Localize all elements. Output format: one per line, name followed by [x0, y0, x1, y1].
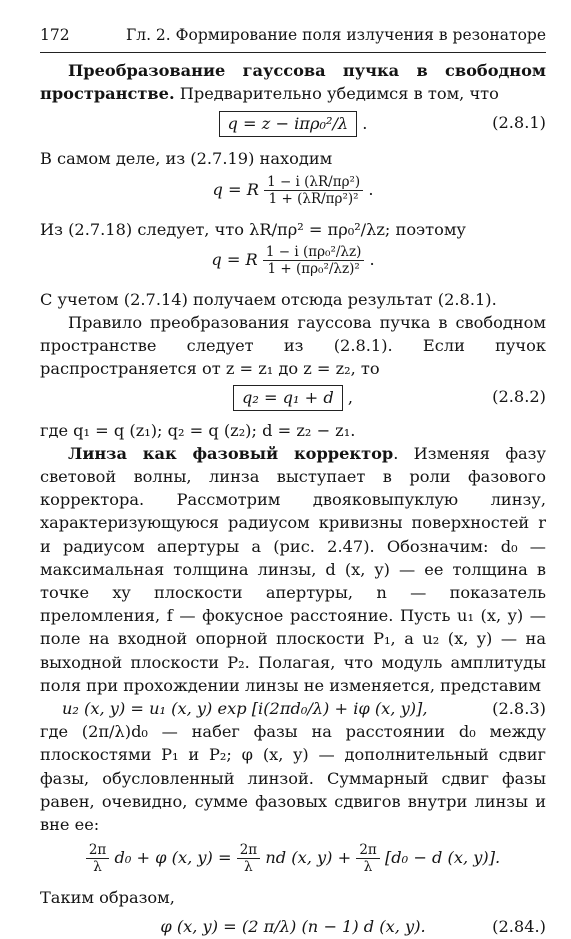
fraction-numerator: 1 − i (λR/πρ²) [264, 174, 363, 191]
fraction [86, 842, 109, 875]
equation-number: (2.8.1) [492, 113, 546, 133]
paragraph: Правило преобразования гауссова пучка в свободном пространстве следует из (2.8.1). Если пучок распространяется от z = z₁ до z = z₂, то [40, 313, 546, 379]
equation-phase-sum [40, 836, 546, 886]
equation-2-8-4 [40, 915, 546, 938]
section-body: . Изменяя фазу световой волны, линза выступает в роли фазового корректора. Рассмотрим двояковыпуклую линзу, характеризующуюся радиусом кривизны поверхностей r и радиусом апертуры a (рис. 2.47). Обозначим: d₀ — максимальная толщина линзы, d (x, y) — ее толщина в точке xy плоскости апертуры, n — показатель преломления, f — фокусное расстояние. Пусть u₁ (x, y) — поле на входной опорной плоскости P₁, а u₂ (x, y) — на выходной плоскости P₂. Полагая, что модуль амплитуды поля при прохождении линзы не изменяется, представим [40, 443, 546, 695]
fraction-denominator: λ [363, 859, 373, 876]
paragraph: В самом деле, из (2.7.19) находим [40, 149, 333, 169]
equation-q-from-z: q = R $\frac{\text{1 − i (πρ₀²/λz)}}{\text{1 + (πρ₀²/λz)²}}$ . [211, 243, 375, 277]
equation-2-8-1: q = z − iπρ₀²/λ . (2.8.1) [40, 111, 546, 141]
paragraph-gaussian-transform [40, 59, 546, 105]
fraction-numerator: 1 − i (πρ₀²/λz) [263, 244, 364, 261]
equation-formula: q₂ = q₁ + d [233, 385, 343, 411]
equation-2-8-2: q₂ = q₁ + d , (2.8.2) [40, 385, 546, 415]
page-header [40, 24, 546, 50]
equation-number: (2.84.) [492, 917, 546, 937]
paragraph: С учетом (2.7.14) получаем отсюда результат (2.8.1). [40, 289, 497, 309]
equation-lhs: q = R [212, 179, 259, 199]
equation-formula: q = z − iπρ₀²/λ [219, 111, 358, 137]
equation-part: [d₀ − d (x, y)]. [384, 848, 501, 868]
equation-q-from-R: q = R $\frac{\text{1 − i (λR/πρ²)}}{\text{1 + (λR/πρ²)²}}$ . [212, 173, 374, 207]
fraction [237, 842, 260, 875]
paragraph: где (2π/λ)d₀ — набег фазы на расстоянии d₀ между плоскостями P₁ и P₂; φ (x, y) — дополнительный сдвиг фазы, обусловленный линзой. Суммарный сдвиг фазы равен, очевидно, сумме фазовых сдвигов внутри линзы и вне ее: [40, 722, 546, 835]
fraction-denominator: λ [93, 859, 102, 876]
page-number: 172 [40, 26, 70, 44]
running-title: Гл. 2. Формирование поля излучения в резонаторе [125, 26, 546, 44]
equation-part: d₀ + φ (x, y) = [114, 848, 232, 868]
header-rule [40, 52, 546, 53]
section-title-lens: Линза как фазовый корректор [68, 443, 394, 463]
page [40, 24, 546, 939]
equation-part: nd (x, y) + [265, 848, 352, 868]
fraction-denominator: 1 + (λR/πρ²)² [268, 190, 359, 207]
paragraph-lens [40, 442, 546, 697]
fraction-denominator: λ [244, 859, 253, 876]
fraction-numerator: 2π [356, 842, 379, 859]
equation-formula: u₂ (x, y) = u₁ (x, y) exp [i(2πd₀/λ) + iφ (x, y)], [62, 699, 428, 719]
fraction [356, 842, 379, 875]
paragraph: Таким образом, [40, 888, 175, 908]
paragraph: Из (2.7.18) следует, что λR/πρ² = πρ₀²/λz; поэтому [40, 219, 466, 239]
paragraph: где q₁ = q (z₁); q₂ = q (z₂); d = z₂ − z₁. [40, 420, 356, 440]
fraction-numerator: 2π [86, 842, 109, 859]
equation-number: (2.8.2) [492, 386, 546, 406]
fraction [264, 174, 363, 207]
fraction-numerator: 2π [237, 842, 260, 859]
equation-number: (2.8.3) [492, 699, 546, 719]
equation-2-8-3 [40, 697, 546, 720]
section-title-gaussian: Преобразование гауссова пучка в свободном пространстве. [40, 61, 546, 104]
fraction-denominator: 1 + (πρ₀²/λz)² [267, 260, 360, 277]
equation-lhs: q = R [211, 249, 258, 269]
equation-formula: φ (x, y) = (2 π/λ) (n − 1) d (x, y). [160, 917, 426, 937]
fraction [263, 244, 364, 277]
section-intro: Предварительно убедимся в том, что [179, 84, 499, 104]
